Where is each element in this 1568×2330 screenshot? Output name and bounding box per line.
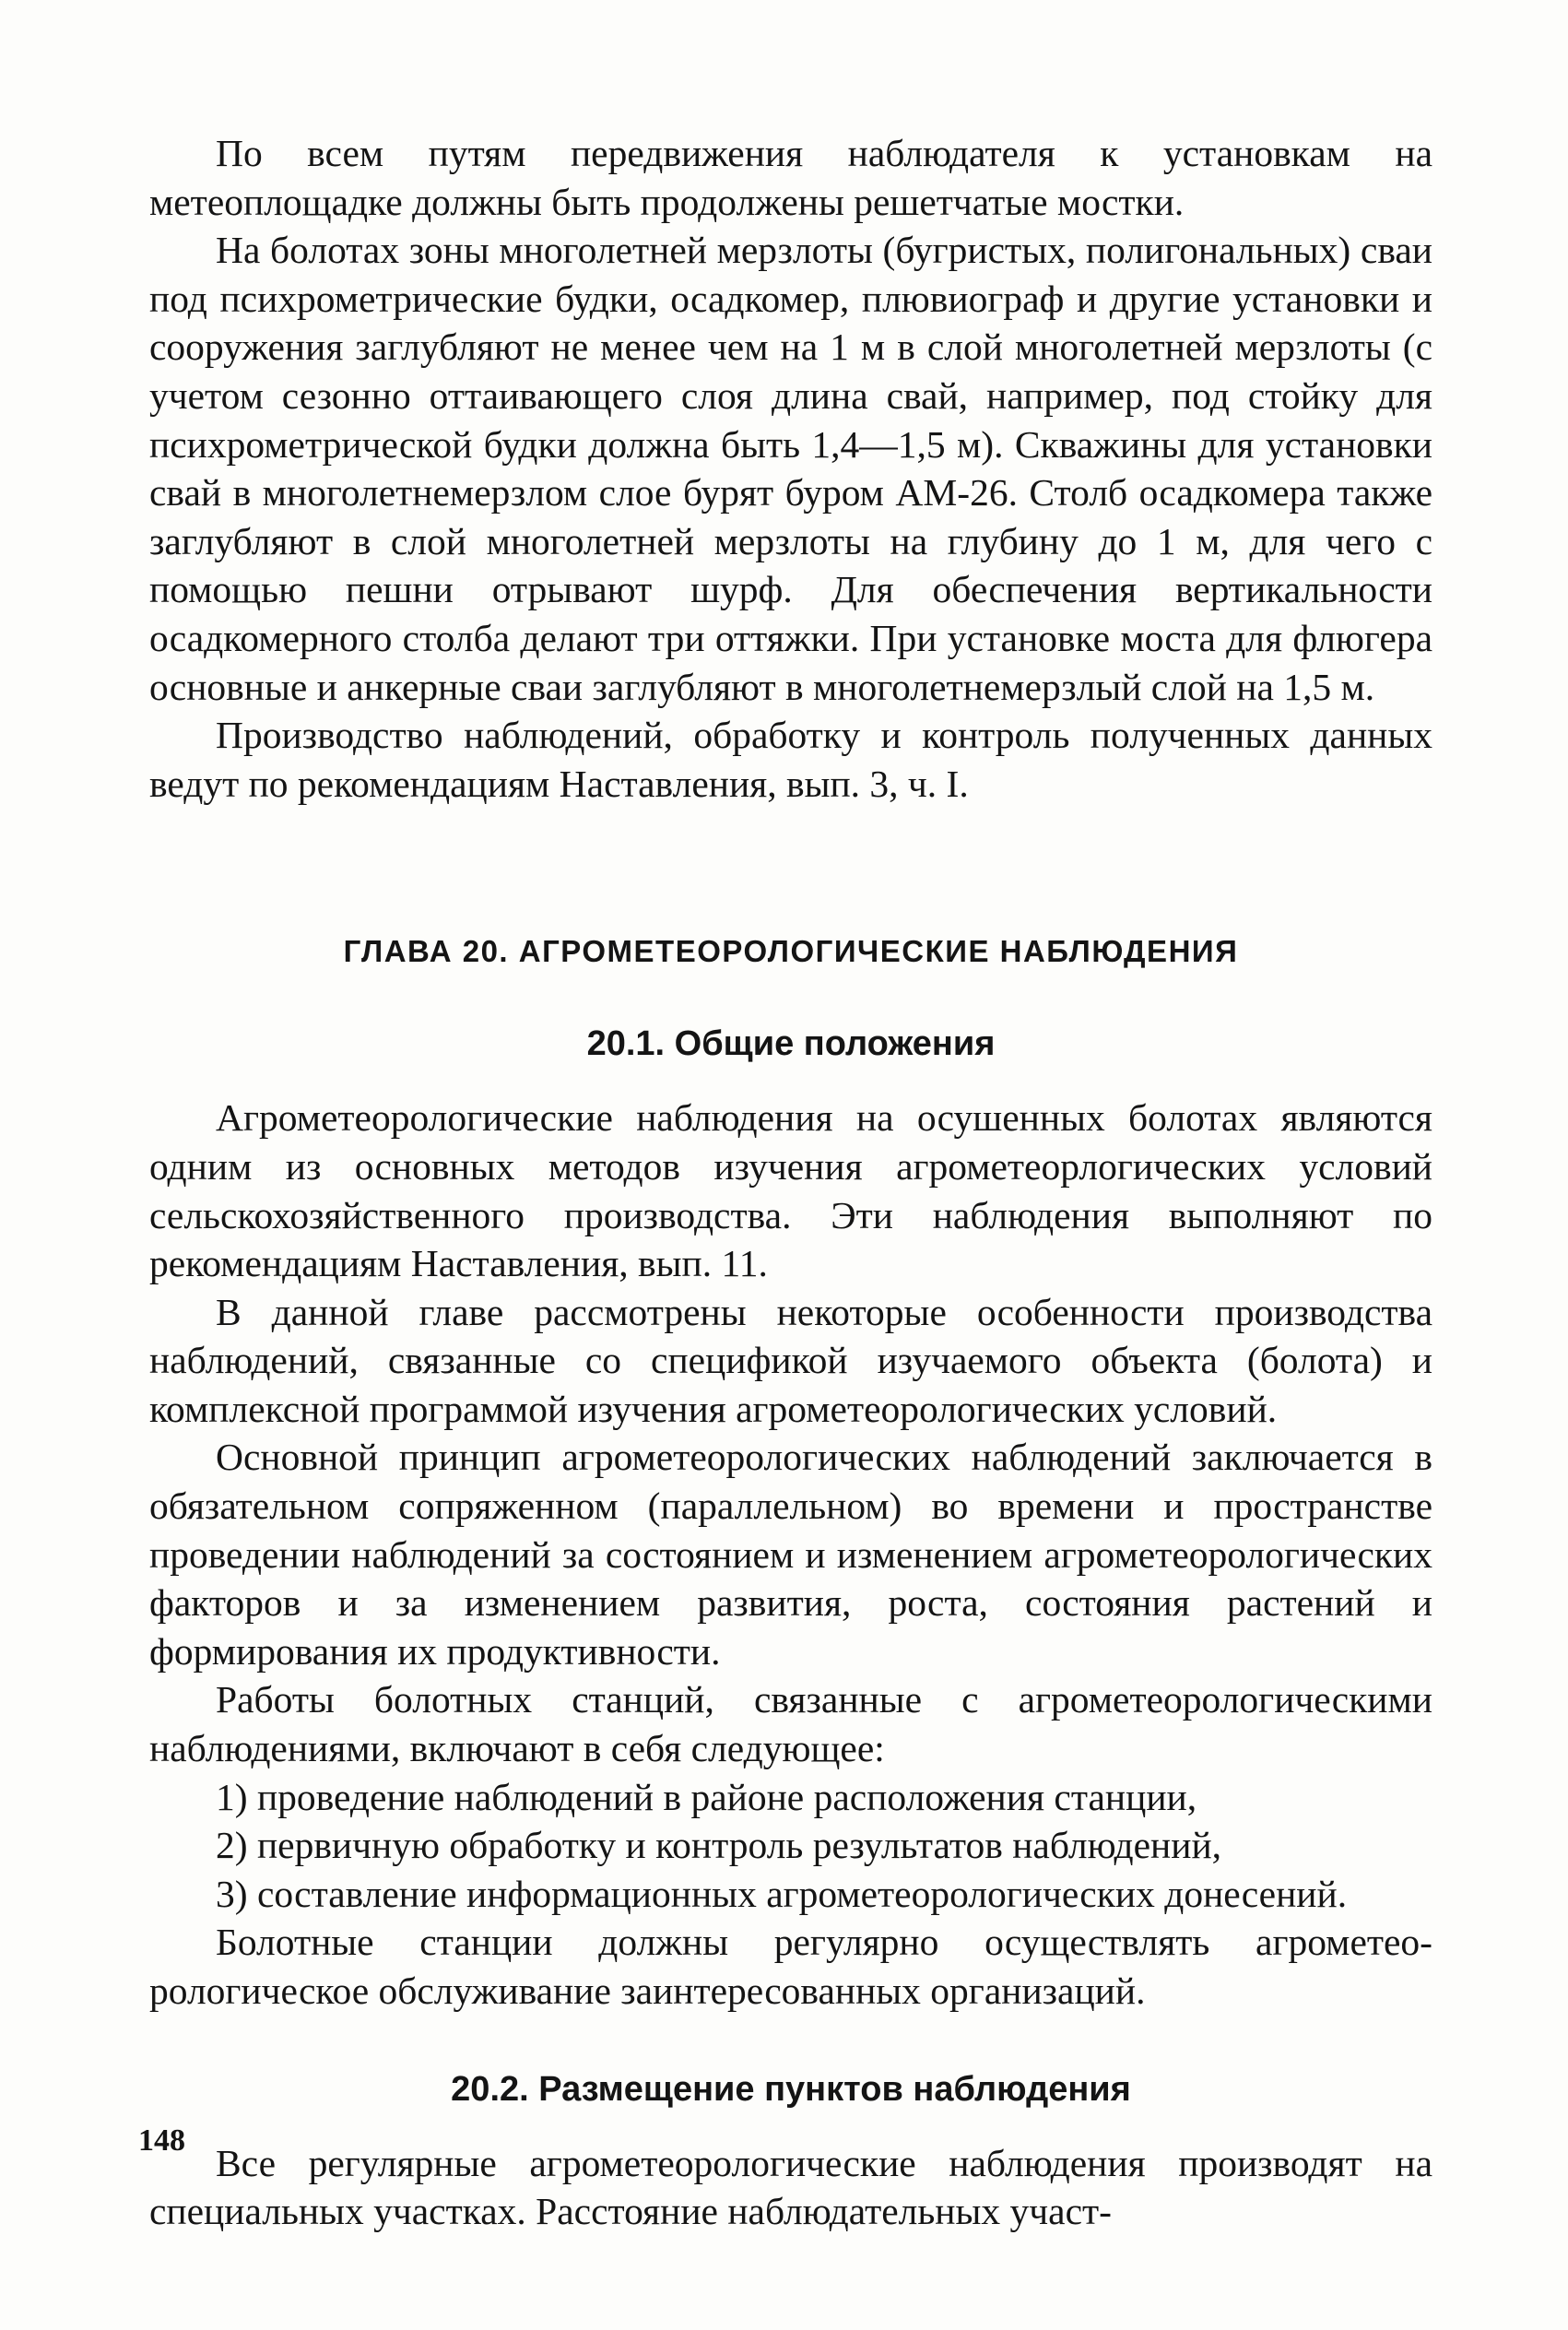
paragraph-observations-processing: Производство наблюдений, обработку и контроль полученных данных ведут по рекомендациям Наставления, вып. 3, ч. I.: [149, 714, 1432, 805]
paragraph-agromet-methods: Агрометеорологические наблюдения на осушенных болотах являются одним из основных методов изучения агрометеорлогических условий сельскохозяйственного производства. Эти наблюдения выполняют по рекомендациям Наставления, вып. 11.: [149, 1096, 1432, 1285]
paragraph-agromet-service: Болотные станции должны регулярно осуществлять агрометеорологическое обслуживание заинтересованных организаций.: [149, 1921, 1432, 2012]
paragraph-chapter-scope: В данной главе рассмотрены некоторые особенности производства наблюдений, связанные со спецификой изучаемого объекта (болота) и комплексной программой изучения агрометеорологических условий.: [149, 1290, 1432, 1430]
paragraph-observation-plots: Все регулярные агрометеорологические наблюдения производят на специальных участках. Расстояние наблюдательных участ-: [149, 2141, 1432, 2233]
list-item: 1) проведение наблюдений в районе расположения станции,: [216, 1775, 1197, 1818]
list-item: 3) составление информационных агрометеорологических донесений.: [216, 1872, 1348, 1915]
paragraph-main-principle: Основной принцип агрометеорологических наблюдений заключается в обязательном сопряженном (параллельном) во времени и пространстве проведении наблюдений за состоянием и изменением агрометеорологических факторов и за изменением развития, роста, состояния растений и формирования их продуктивности.: [149, 1436, 1432, 1673]
paragraph-walkways: По всем путям передвижения наблюдателя к установкам на метеоплощадке должны быть продолжены решетчатые мостки.: [149, 132, 1432, 223]
section-title-placement: 20.2. Размещение пунктов наблюдения: [451, 2069, 1131, 2109]
paragraph-station-works: Работы болотных станций, связанные с агрометеорологическими наблюдениями, включают в себя следующее:: [149, 1678, 1432, 1770]
chapter-title: ГЛАВА 20. АГРОМЕТЕОРОЛОГИЧЕСКИЕ НАБЛЮДЕНИЯ: [343, 934, 1239, 969]
section-title-general: 20.1. Общие положения: [586, 1024, 996, 1064]
page-number: 148: [138, 2123, 185, 2158]
paragraph-permafrost-piles: На болотах зоны многолетней мерзлоты (бугристых, полигональных) сваи под психрометрические будки, осадкомер, плювиограф и другие установки и сооружения заглубляют не менее чем на 1 м в слой многолетней мерзлоты (с учетом сезонно оттаивающего слоя длина свай, например, под стойку для психрометрической будки должна быть 1,4—1,5 м). Скважины для установки свай в многолетнемерзлом слое бурят буром АМ-26. Столб осадкомера также заглубляют в слой многолетней мерзлоты на глубину до 1 м, для чего с помощью пешни отрывают шурф. Для обеспечения вертикальности осадкомерного столба делают три оттяжки. При установке моста для флюгера основные и анкерные сваи заглубляют в многолетнемерзлый слой на 1,5 м.: [149, 229, 1432, 708]
list-item: 2) первичную обработку и контроль результатов наблюдений,: [216, 1824, 1222, 1867]
